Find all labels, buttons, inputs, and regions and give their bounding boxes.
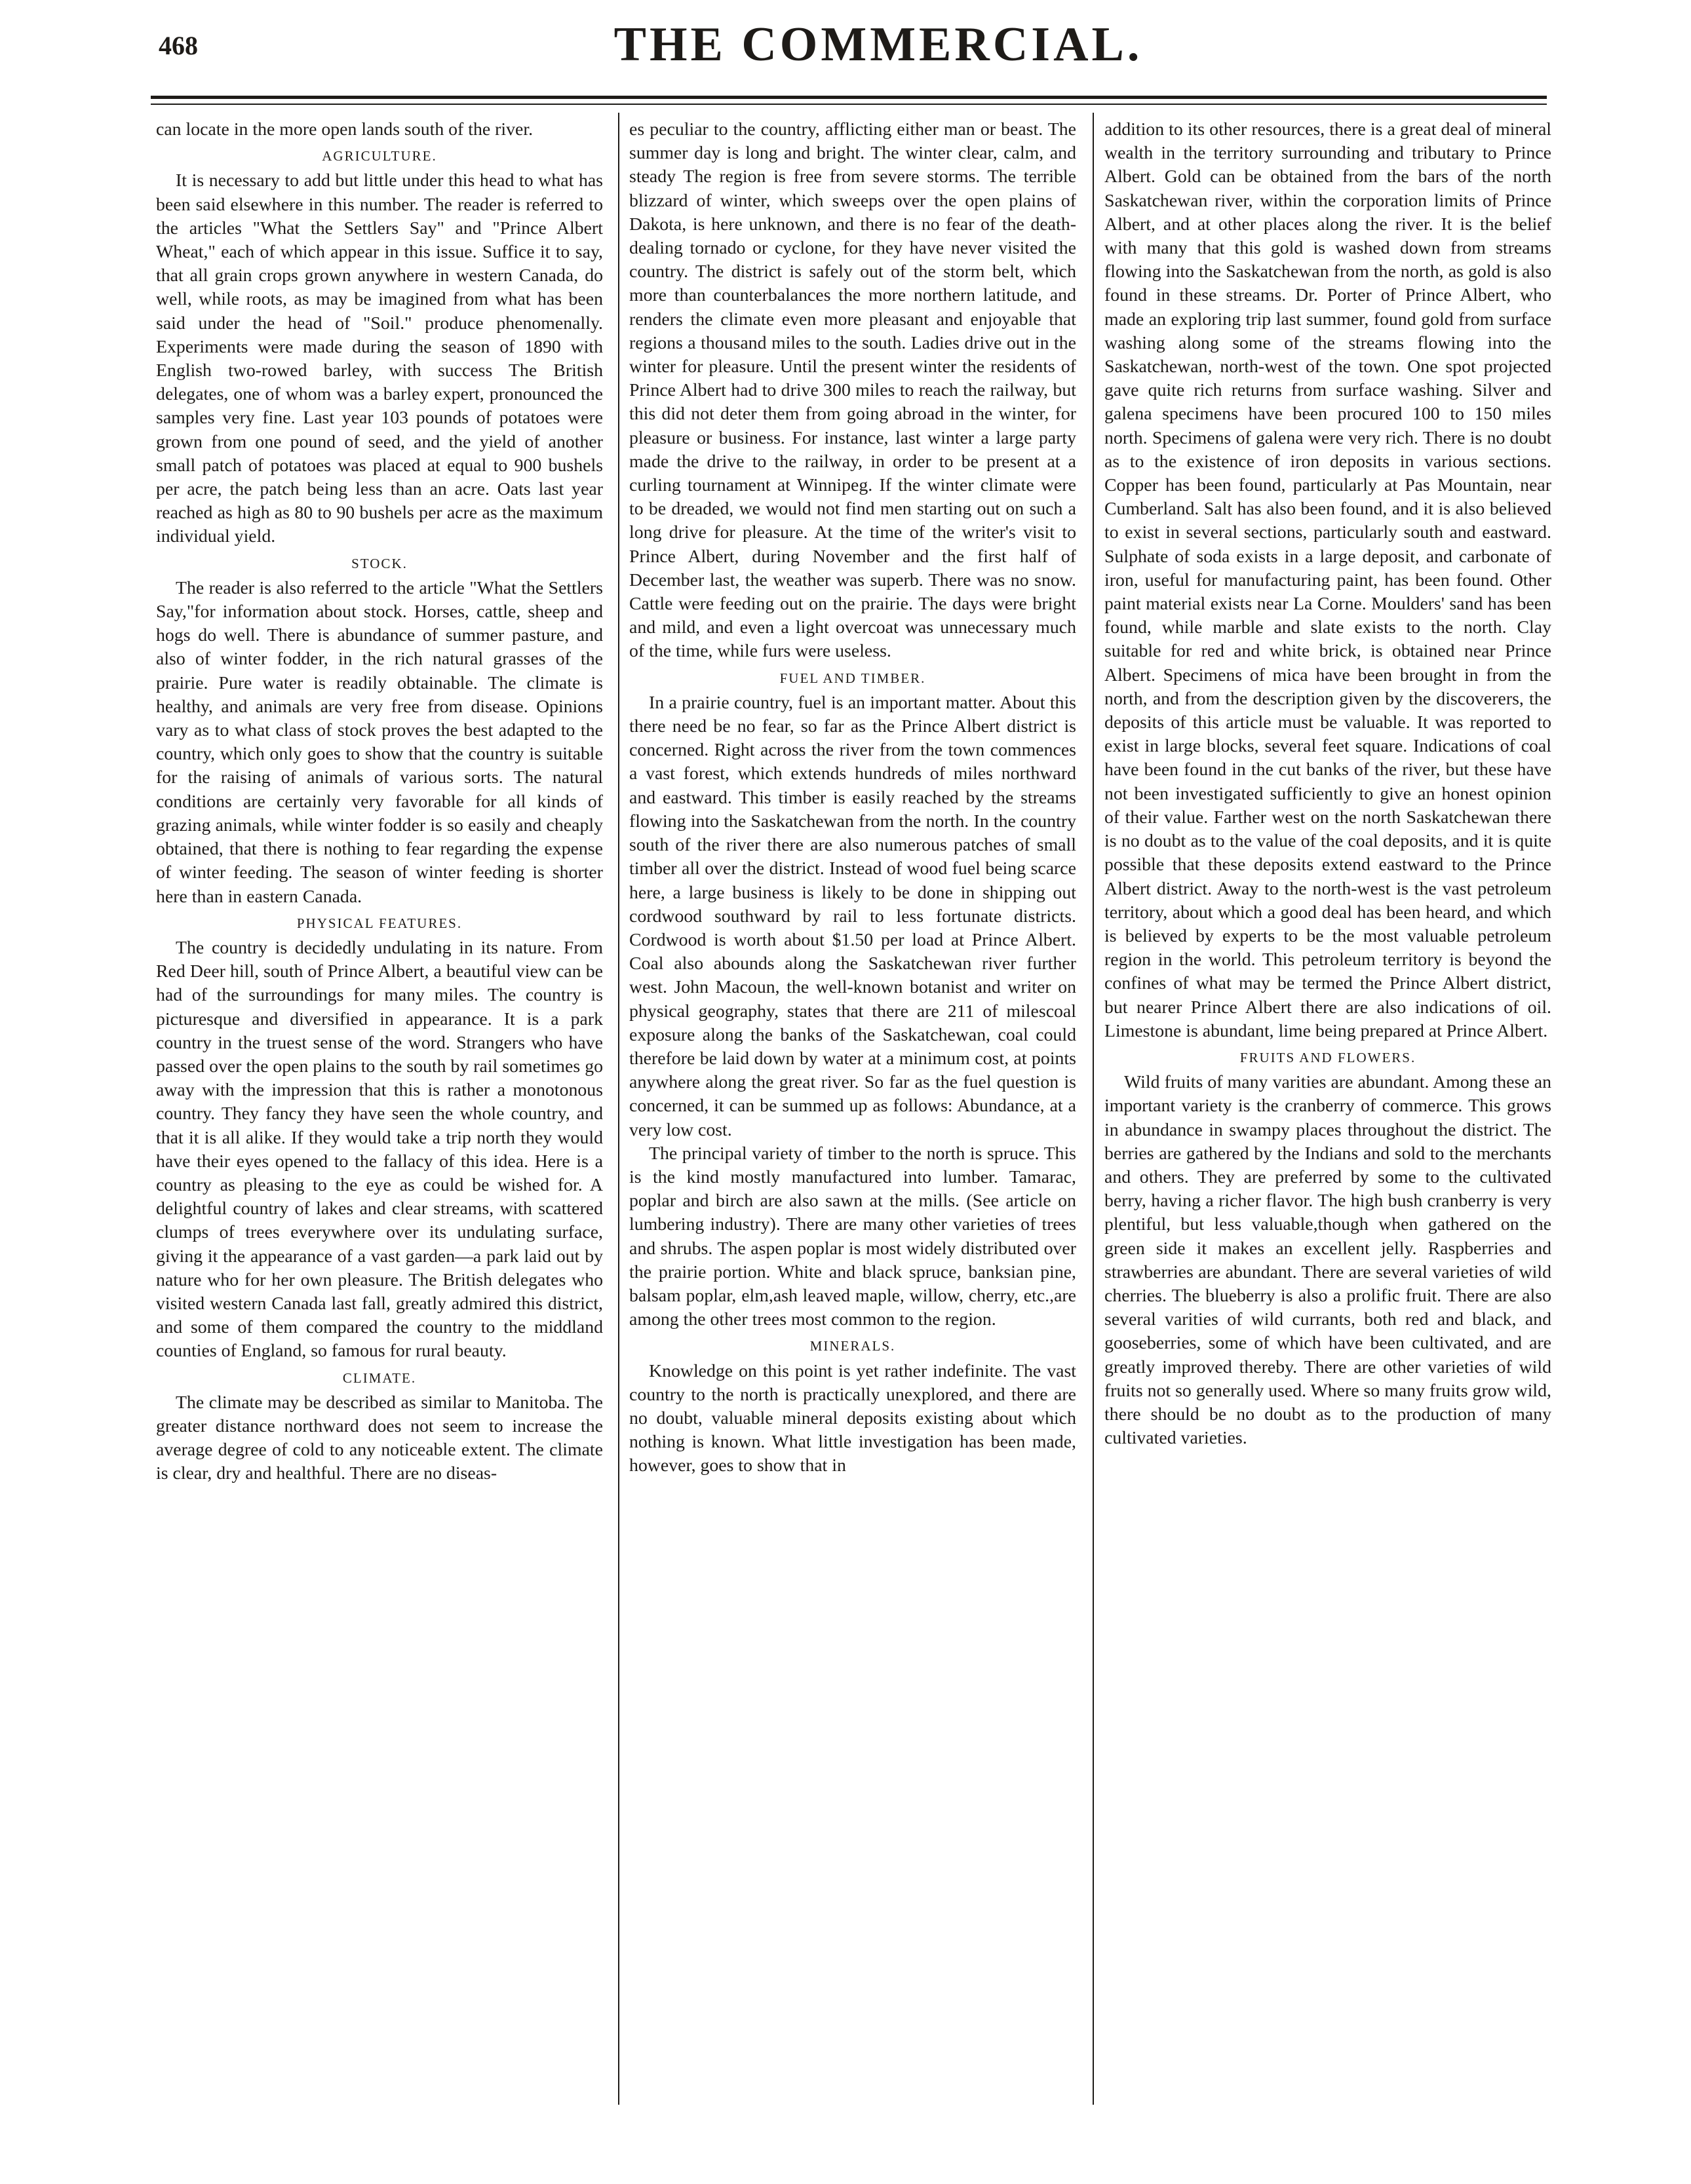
page-number: 468 — [159, 31, 198, 60]
section-heading: STOCK. — [351, 555, 408, 571]
section-heading: MINERALS. — [809, 1338, 896, 1354]
paragraph: Knowledge on this point is yet rather indefinite. The vast country to the north is practically unexplored, and there are no doubt, valuable mineral deposits existing about which nothing is known. What little investigation has been made, however, goes to show that in — [629, 1360, 1076, 1476]
section-heading: FUEL AND TIMBER. — [779, 670, 926, 686]
column-2 — [629, 118, 1076, 2103]
paragraph: In a prairie country, fuel is an important matter. About this there need be no fear, so far as the Prince Albert district is concerned. Right across the river from the town commences a vast forest, which extends hundreds of miles northward and eastward. This timber is easily reached by the streams flowing into the Saskatchewan from the north. In the country south of the river there are also numerous patches of small timber all over the district. Instead of wood fuel being scarce here, a large business is likely to be done in shipping out cordwood southward by rail to less fortunate districts. Cordwood is worth about $1.50 per load at Prince Albert. Coal also abounds along the Saskatchewan river further west. John Macoun, the well-known botanist and writer on physical geography, states that there are 211 of milescoal exposure along the banks of the Saskatchewan, coal could therefore be laid down by water at a minimum cost, at points anywhere along the great river. So far as the fuel question is concerned, it can be summed up as follows: Abundance, at a very low cost. — [629, 692, 1076, 1140]
paragraph: The reader is also referred to the article "What the Settlers Say,"for information about stock. Horses, cattle, sheep and hogs do well. There is abundance of summer pasture, and also of winter fodder, in the rich natural grasses of the prairie. Pure water is readily obtainable. The climate is healthy, and animals are very free from disease. Opinions vary as to what class of stock proves the best adapted to the country, which only goes to show that the country is suitable for the raising of animals of various sorts. The natural conditions are certainly very favorable for all kinds of grazing animals, while winter fodder is so easily and cheaply obtained, that there is nothing to fear regarding the expense of winter feeding. The season of winter feeding is shorter here than in eastern Canada. — [156, 577, 603, 907]
section-heading: CLIMATE. — [342, 1370, 417, 1386]
paragraph: The country is decidedly undulating in its nature. From Red Deer hill, south of Prince Albert, a beautiful view can be had of the surroundings for many miles. The country is picturesque and diversified in appearance. It is a park country in the truest sense of the word. Strangers who have passed over the open plains to the south by rail sometimes go away with the impression that this is rather a monotonous country. They fancy they have seen the whole country, and that it is all alike. If they would take a trip north they would have their eyes opened to the fallacy of this idea. Here is a country as pleasing to the eye as could be wished for. A delightful country of lakes and clear streams, with scattered clumps of trees everywhere over its undulating surface, giving it the appearance of a vast garden—a park laid out by nature who for her own pleasure. The British delegates who visited western Canada last fall, greatly admired this district, and some of them compared the country to the middland counties of England, so famous for rural beauty. — [156, 937, 603, 1362]
paragraph: The principal variety of timber to the north is spruce. This is the kind mostly manufactured into lumber. Tamarac, poplar and birch are also sawn at the mills. (See article on lumbering industry). There are many other varieties of trees and shrubs. The aspen poplar is most widely distributed over the prairie portion. White and black spruce, banksian pine, balsam poplar, elm,ash leaved maple, willow, cherry, etc.,are among the other trees most common to the region. — [629, 1143, 1076, 1330]
header-rule — [151, 96, 1547, 99]
paragraph: Wild fruits of many varities are abundant. Among these an important variety is the cranberry of commerce. This grows in abundance in swampy places throughout the district. The berries are gathered by the Indians and sold to the merchants and others. They are preferred by some to the cultivated berry, having a richer flavor. The high bush cranberry is very plentiful, but less valuable,though when gathered on the green side it makes an excellent jelly. Raspberries and strawberries are abundant. There are several varieties of wild cherries. The blueberry is also a prolific fruit. There are also several varities of wild currants, both red and black, and gooseberries, some of which have been cultivated, and are greatly improved thereby. There are other varieties of wild fruits not so generally used. Where so many fruits grow wild, there should be no doubt as to the production of many cultivated varieties. — [1104, 1072, 1551, 1449]
paragraph: addition to its other resources, there is a great deal of mineral wealth in the territory surrounding and tributary to Prince Albert. Gold can be obtained from the bars of the north Saskatchewan river, within the corporation limits of Prince Albert, and at other places along the river. It is the belief with many that this gold is washed down from streams flowing into the Saskatchewan from the north, as gold is also found in these streams. Dr. Porter of Prince Albert, who made an exploring trip last summer, found gold from surface washing along some of the streams flowing into the Saskatchewan, north-west of the town. One spot projected gave quite rich returns from surface washing. Silver and galena specimens have been procured 100 to 150 miles north. Specimens of galena were very rich. There is no doubt as to the existence of iron deposits in various sections. Copper has been found, particularly at Pas Mountain, near Cumberland. Salt has also been found, and it is also believed to exist in several sections, particularly south and eastward. Sulphate of soda exists in a large deposit, and carbonate of iron, useful for manufacturing paint, has been found. Other paint material exists near La Corne. Moulders' sand has been found, while marble and slate exists to the north. Clay suitable for red and white brick, is obtained near Prince Albert. Specimens of mica have been brought in from the north, and from the description given by the discoverers, the deposits of this article must be valuable. It was reported to exist in large blocks, several feet square. Indications of coal have been found in the cut banks of the river, but these have not been investigated sufficiently to give an honest opinion of their value. Farther west on the north Saskatchewan there is no doubt as to the value of the coal deposits, and it is quite possible that these deposits extend eastward to the Prince Albert district. Away to the north-west is the vast petroleum territory, about which a good deal has been heard, and which is believed by experts to be the most valuable petroleum region in the world. This petroleum territory is beyond the confines of what may be termed the Prince Albert district, but nearer Prince Albert there are also indications of oil. Limestone is abundant, lime being prepared at Prince Albert. — [1104, 119, 1551, 1041]
column-divider — [1093, 113, 1094, 2105]
paragraph: es peculiar to the country, afflicting either man or beast. The summer day is long and bright. The winter clear, calm, and steady The region is free from severe storms. The terrible blizzard of winter, which sweeps over the open plains of Dakota, is here unknown, and there is no fear of the death-dealing tornado or cyclone, for they have never visited the country. The district is safely out of the storm belt, which more than counterbalances the more northern latitude, and renders the climate even more pleasant and enjoyable that regions a thousand miles to the south. Ladies drive out in the winter for pleasure. Until the present winter the residents of Prince Albert had to drive 300 miles to reach the railway, but this did not deter them from going abroad in the winter, for pleasure or business. For instance, last winter a large party made the drive to the railway, in order to be present at a curling tournament at Winnipeg. If the winter climate were to be dreaded, we would not find men starting out on such a long drive for pleasure. At the time of the writer's visit to Prince Albert, during November and the first half of December last, the weather was superb. There was no snow. Cattle were feeding out on the prairie. The days were bright and mild, and even a light overcoat was unnecessary much of the time, while furs were useless. — [629, 119, 1076, 662]
paragraph: The climate may be described as similar to Manitoba. The greater distance northward does not seem to increase the average degree of cold to any noticeable extent. The climate is clear, dry and healthful. There are no diseas- — [156, 1392, 603, 1484]
masthead: THE COMMERCIAL. — [613, 18, 1143, 71]
section-heading: FRUITS AND FLOWERS. — [1239, 1049, 1416, 1065]
section-heading: PHYSICAL FEATURES. — [296, 915, 463, 931]
header-rule-thin — [151, 104, 1547, 105]
section-heading: AGRICULTURE. — [322, 148, 437, 164]
paragraph: It is necessary to add but little under this head to what has been said elsewhere in this number. The reader is referred to the articles "What the Settlers Say" and "Prince Albert Wheat," each of which appear in this issue. Suffice it to say, that all grain crops grown anywhere in western Canada, do well, while roots, as may be imagined from what has been said under the head of "Soil." produce phenomenally. Experiments were made during the season of 1890 with English two-rowed barley, with success The British delegates, one of whom was a barley expert, pronounced the samples very fine. Last year 103 pounds of potatoes were grown from one pound of seed, and the yield of another small patch of potatoes was placed at equal to 900 bushels per acre, the patch being less than an acre. Oats last year reached as high as 80 to 90 bushels per acre as the maximum individual yield. — [156, 170, 603, 547]
paragraph: can locate in the more open lands south of the river. — [156, 119, 534, 140]
column-1 — [156, 118, 603, 2103]
column-divider — [618, 113, 619, 2105]
column-3 — [1104, 118, 1551, 2103]
